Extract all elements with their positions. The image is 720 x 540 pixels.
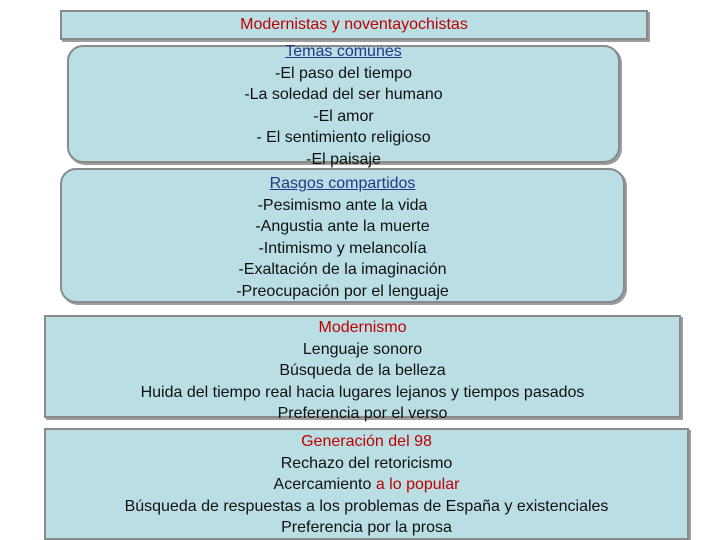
temas-comunes-box xyxy=(67,43,620,168)
rasgos-item: -Angustia ante la muerte xyxy=(255,218,430,235)
generacion-item: Búsqueda de respuestas a los problemas de España y existenciales xyxy=(124,497,609,515)
generacion-item-highlight: a lo popular xyxy=(375,476,460,493)
temas-item: -El amor xyxy=(313,107,374,125)
modernismo-heading: Modernismo xyxy=(318,319,407,336)
temas-comunes-heading: Temas comunes xyxy=(285,43,402,60)
modernismo-item: Lenguaje sonoro xyxy=(302,340,423,358)
rasgos-item: -Intimismo y melancolía xyxy=(258,239,427,257)
modernismo-item: Huida del tiempo real hacia lugares lejanos y tiempos pasados xyxy=(140,383,585,401)
temas-item: -El paso del tiempo xyxy=(275,64,412,82)
title-box xyxy=(60,10,648,40)
temas-item: -La soledad del ser humano xyxy=(244,86,443,103)
rasgos-item: -Pesimismo ante la vida xyxy=(257,196,428,214)
modernismo-item: Preferencia por el verso xyxy=(277,405,448,422)
modernismo-item: Búsqueda de la belleza xyxy=(279,362,446,379)
generacion-98-box xyxy=(44,428,689,540)
temas-item: -El paisaje xyxy=(306,150,381,168)
generacion-item: Rechazo del retoricismo xyxy=(280,454,453,472)
rasgos-item: -Preocupación por el lenguaje xyxy=(236,282,449,300)
rasgos-item: -Exaltación de la imaginación xyxy=(238,261,447,278)
temas-item: - El sentimiento religioso xyxy=(256,129,431,146)
diagram-title: Modernistas y noventayochistas xyxy=(240,16,468,33)
modernismo-box xyxy=(44,315,681,422)
generacion-item: Preferencia por la prosa xyxy=(281,519,452,536)
rasgos-compartidos-box xyxy=(60,168,625,303)
rasgos-compartidos-heading: Rasgos compartidos xyxy=(269,175,416,192)
generacion-item-prefix: Acercamiento xyxy=(273,476,372,493)
generacion-98-heading: Generación del 98 xyxy=(301,433,432,450)
generacion-item xyxy=(46,474,687,496)
